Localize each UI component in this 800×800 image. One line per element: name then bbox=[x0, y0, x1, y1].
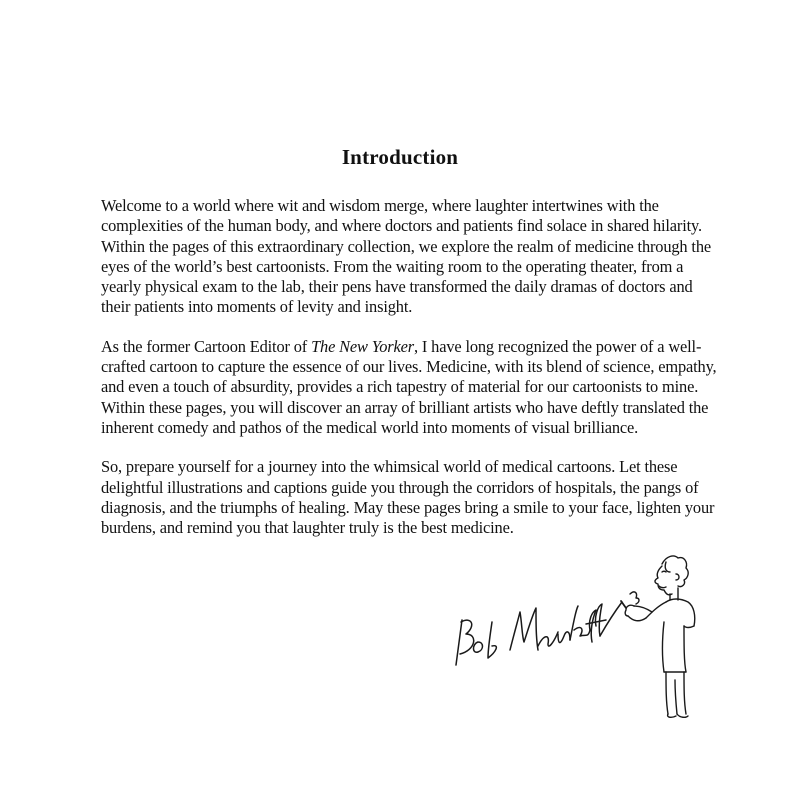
paragraph-2-lead: As the former Cartoon Editor of bbox=[101, 336, 312, 356]
paragraph-2 bbox=[101, 337, 721, 438]
paragraph-1: Welcome to a world where wit and wisdom merge, where laughter intertwines with the complexities of the human body, and where doctors and patients find solace in shared hilarity. Within the pages of this extraordinary collection, we explore the realm of medicine through the eyes of the world’s best cartoonists. From the waiting room to the operating theater, from a yearly physical exam to the lab, their pens have transformed the daily dramas of doctors and their patients into moments of levity and insight. bbox=[101, 196, 712, 317]
introduction-body bbox=[101, 196, 721, 557]
cartoonist-figure-drawing bbox=[621, 556, 695, 717]
signature-cartoon-illustration bbox=[440, 550, 710, 725]
paragraph-2-rest: , I have long recognized the power of a well-crafted cartoon to capture the essence of our lives. Medicine, with its blend of science, empathy, and even a touch of absurdity, provides a rich tapestry of material for our cartoonists to mine. Within these pages, you will discover an array of brilliant artists who have deftly translated the inherent comedy and pathos of the medical world into moments of visual brilliance. bbox=[101, 336, 717, 437]
page-title: Introduction bbox=[341, 145, 459, 169]
handwritten-signature bbox=[456, 602, 622, 665]
publication-name: The New Yorker bbox=[311, 336, 414, 356]
paragraph-3: So, prepare yourself for a journey into the whimsical world of medical cartoons. Let these delightful illustrations and captions guide you through the corridors of hospitals, the pangs of diagnosis, and the triumphs of healing. May these pages bring a smile to your face, lighten your burdens, and remind you that laughter truly is the best medicine. bbox=[101, 457, 715, 538]
